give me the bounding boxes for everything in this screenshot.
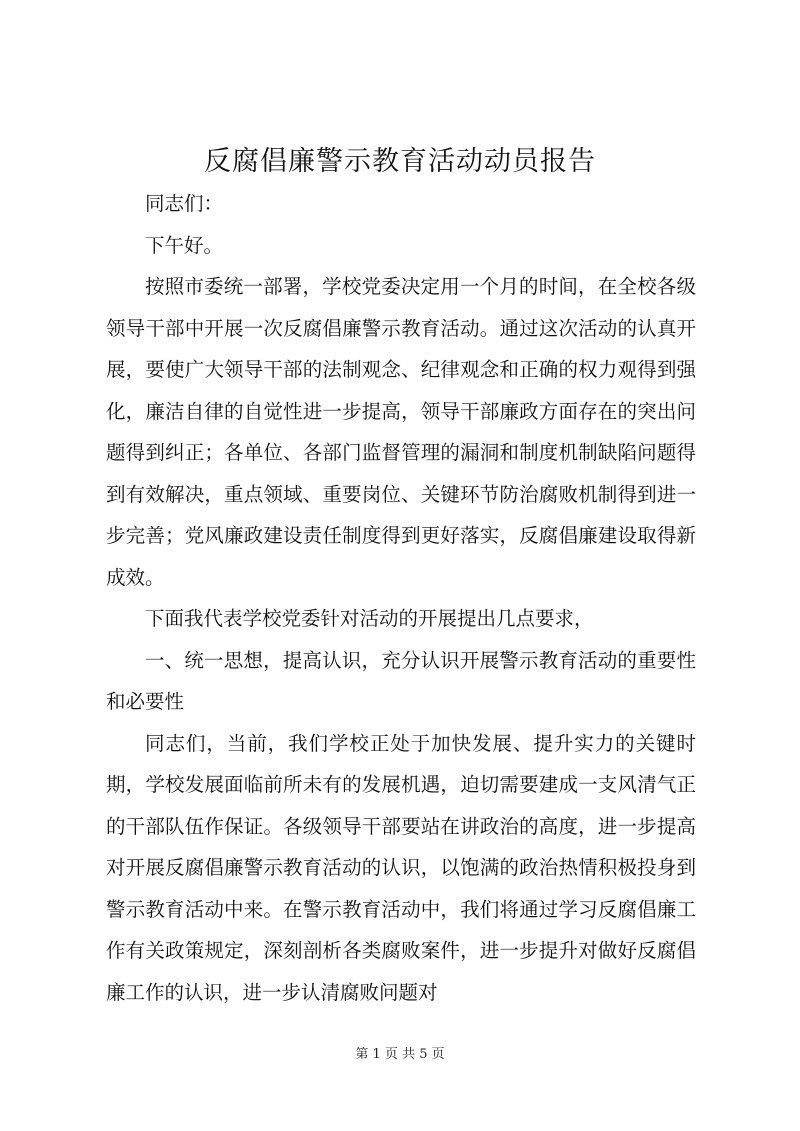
document-body: [106, 183, 696, 1013]
page-footer: 第 1 页 共 5 页: [355, 1047, 445, 1062]
paragraph-section-1: 同志们，当前，我们学校正处于加快发展、提升实力的关键时期，学校发展面临前所未有的发展机遇，迫切需要建成一支风清气正的干部队伍作保证。各级领导干部要站在讲政治的高度，进一步提高对开展反腐倡廉警示教育活动的认识，以饱满的政治热情积极投身到警示教育活动中来。在警示教育活动中，我们将通过学习反腐倡廉工作有关政策规定，深刻剖析各类腐败案件，进一步提升对做好反腐倡廉工作的认识，进一步认清腐败问题对: [106, 731, 696, 1004]
salutation: 同志们：: [145, 192, 224, 215]
greeting: 下午好。: [145, 233, 224, 257]
paragraph-requirements-intro: 下面我代表学校党委针对活动的开展提出几点要求，: [145, 607, 594, 630]
section-heading-1: 一、统一思想，提高认识，充分认识开展警示教育活动的重要性和必要性: [106, 648, 696, 713]
document-title: 反腐倡廉警示教育活动动员报告: [204, 146, 596, 177]
paragraph-intro: 按照市委统一部署，学校党委决定用一个月的时间，在全校各级领导干部中开展一次反腐倡廉警示教育活动。通过这次活动的认真开展，要使广大领导干部的法制观念、纪律观念和正确的权力观得到强化，廉洁自律的自觉性进一步提高，领导干部廉政方面存在的突出问题得到纠正；各单位、各部门监督管理的漏洞和制度机制缺陷问题得到有效解决，重点领域、重要岗位、关键环节防治腐败机制得到进一步完善；党风廉政建设责任制度得到更好落实，反腐倡廉建设取得新成效。: [106, 275, 696, 589]
